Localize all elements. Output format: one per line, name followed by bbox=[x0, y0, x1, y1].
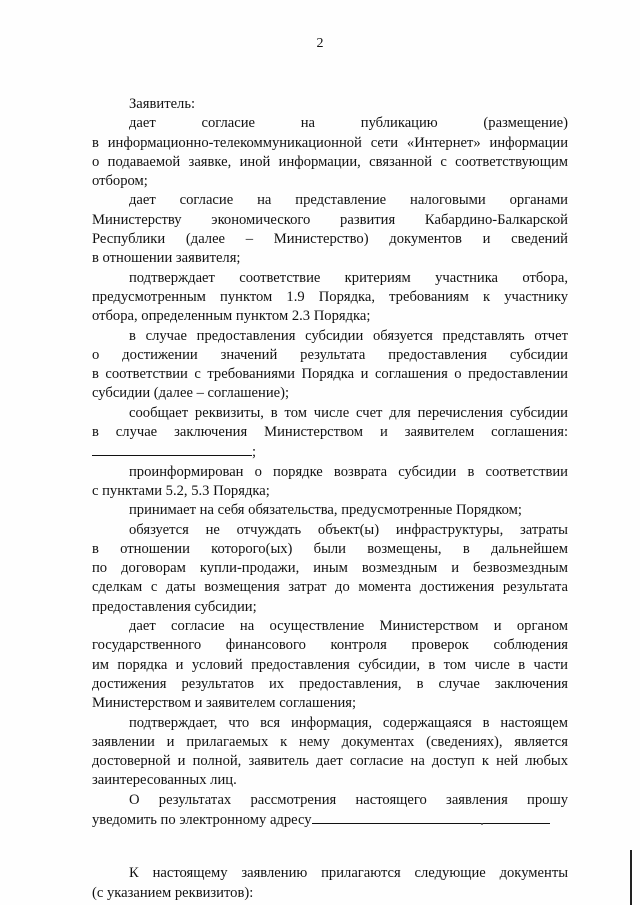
document-body bbox=[92, 95, 568, 903]
text-line: К настоящему заявлению прилагаются следующие документы bbox=[129, 865, 568, 882]
text-line: предоставления субсидии; bbox=[92, 598, 257, 615]
text-line: с пунктами 5.2, 5.3 Порядка; bbox=[92, 482, 270, 499]
paragraph-criteria-confirmation bbox=[92, 269, 568, 327]
text-line: заявлении и прилагаемых к нему документах (сведениях), является bbox=[92, 733, 568, 750]
paragraph-report-obligation bbox=[92, 327, 568, 404]
paragraph-no-alienation bbox=[92, 521, 568, 617]
text-line: отбора, определенным пунктом 2.3 Порядка; bbox=[92, 308, 371, 325]
email-address-field[interactable] bbox=[312, 810, 550, 824]
text-line: дает согласие на осуществление Министерством и органом bbox=[129, 618, 568, 635]
text-line: о подаваемой заявке, иной информации, связанной с соответствующим bbox=[92, 153, 568, 170]
text-line: им порядка и условий предоставления субсидии, в том числе в части bbox=[92, 656, 568, 673]
text-line: предусмотренным пунктом 1.9 Порядка, требованиям к участнику bbox=[92, 288, 568, 305]
text-line: Республики (далее – Министерство) документов и сведений bbox=[92, 231, 568, 248]
text-line: Министерству экономического развития Кабардино-Балкарской bbox=[92, 211, 568, 228]
text-line: дает согласие на представление налоговыми органами bbox=[129, 192, 568, 209]
text-line: по договорам купли-продажи, иным возмездным и безвозмездным bbox=[92, 560, 568, 577]
text-line: в случае предоставления субсидии обязуется представлять отчет bbox=[129, 327, 568, 344]
text-line: отбором; bbox=[92, 173, 148, 190]
text-line: принимает на себя обязательства, предусмотренные Порядком; bbox=[129, 502, 522, 519]
page-number: 2 bbox=[316, 36, 324, 51]
text-line: (с указанием реквизитов): bbox=[92, 884, 254, 901]
text-line: подтверждает соответствие критериям участника отбора, bbox=[129, 269, 568, 286]
text-line: дает согласие на публикацию (размещение) bbox=[129, 115, 568, 132]
paragraph-tax-consent bbox=[92, 191, 568, 268]
applicant-heading: Заявитель: bbox=[129, 96, 196, 112]
paragraph-audit-consent bbox=[92, 617, 568, 713]
bank-details-line: ; bbox=[92, 442, 568, 462]
text-line: о достижении значений результата предоставления субсидии bbox=[92, 346, 568, 363]
text-line: Министерством и заявителем соглашения; bbox=[92, 695, 357, 712]
paragraph-refund-info bbox=[92, 463, 568, 502]
text-line: в соответствии с требованиями Порядка и соглашения о предоставлении bbox=[92, 366, 568, 383]
scan-edge-mark bbox=[630, 850, 632, 905]
paragraph-obligations bbox=[92, 501, 568, 520]
text-line: заинтересованных лиц. bbox=[92, 772, 237, 789]
paragraph-information-accuracy bbox=[92, 714, 568, 791]
text-line: О результатах рассмотрения настоящего заявления прошу bbox=[129, 791, 568, 808]
text-line: в информационно-телекоммуникационной сети «Интернет» информации bbox=[92, 134, 568, 151]
paragraph-attachments bbox=[92, 864, 568, 903]
scan-speck bbox=[481, 823, 483, 825]
bank-details-field[interactable] bbox=[92, 442, 252, 456]
text-line: в отношении заявителя; bbox=[92, 250, 241, 267]
text-line: проинформирован о порядке возврата субсидии в соответствии bbox=[129, 463, 568, 480]
text-line: сообщает реквизиты, в том числе счет для перечисления субсидии bbox=[129, 404, 568, 421]
paragraph-email-notification bbox=[92, 791, 568, 831]
text-line: достоверной и полной, заявитель дает согласие на доступ к ней любых bbox=[92, 753, 568, 770]
text-line: подтверждает, что вся информация, содержащаяся в настоящем bbox=[129, 714, 568, 731]
text-line: государственного финансового контроля проверок соблюдения bbox=[92, 637, 568, 654]
text-line: сделкам с даты возмещения затрат до момента достижения результата bbox=[92, 579, 568, 596]
paragraph-publication-consent bbox=[92, 114, 568, 191]
text-line: достижения результатов их предоставления, в случае заключения bbox=[92, 675, 568, 692]
text-line: субсидии (далее – соглашение); bbox=[92, 385, 290, 402]
text-line: в отношении которого(ых) были возмещены, в дальнейшем bbox=[92, 540, 568, 557]
paragraph-bank-details bbox=[92, 404, 568, 463]
email-line: уведомить по электронному адресу bbox=[92, 810, 568, 830]
text-line: обязуется не отчуждать объект(ы) инфраструктуры, затраты bbox=[129, 521, 568, 538]
text-line: в случае заключения Министерством и заявителем соглашения: bbox=[92, 424, 568, 441]
